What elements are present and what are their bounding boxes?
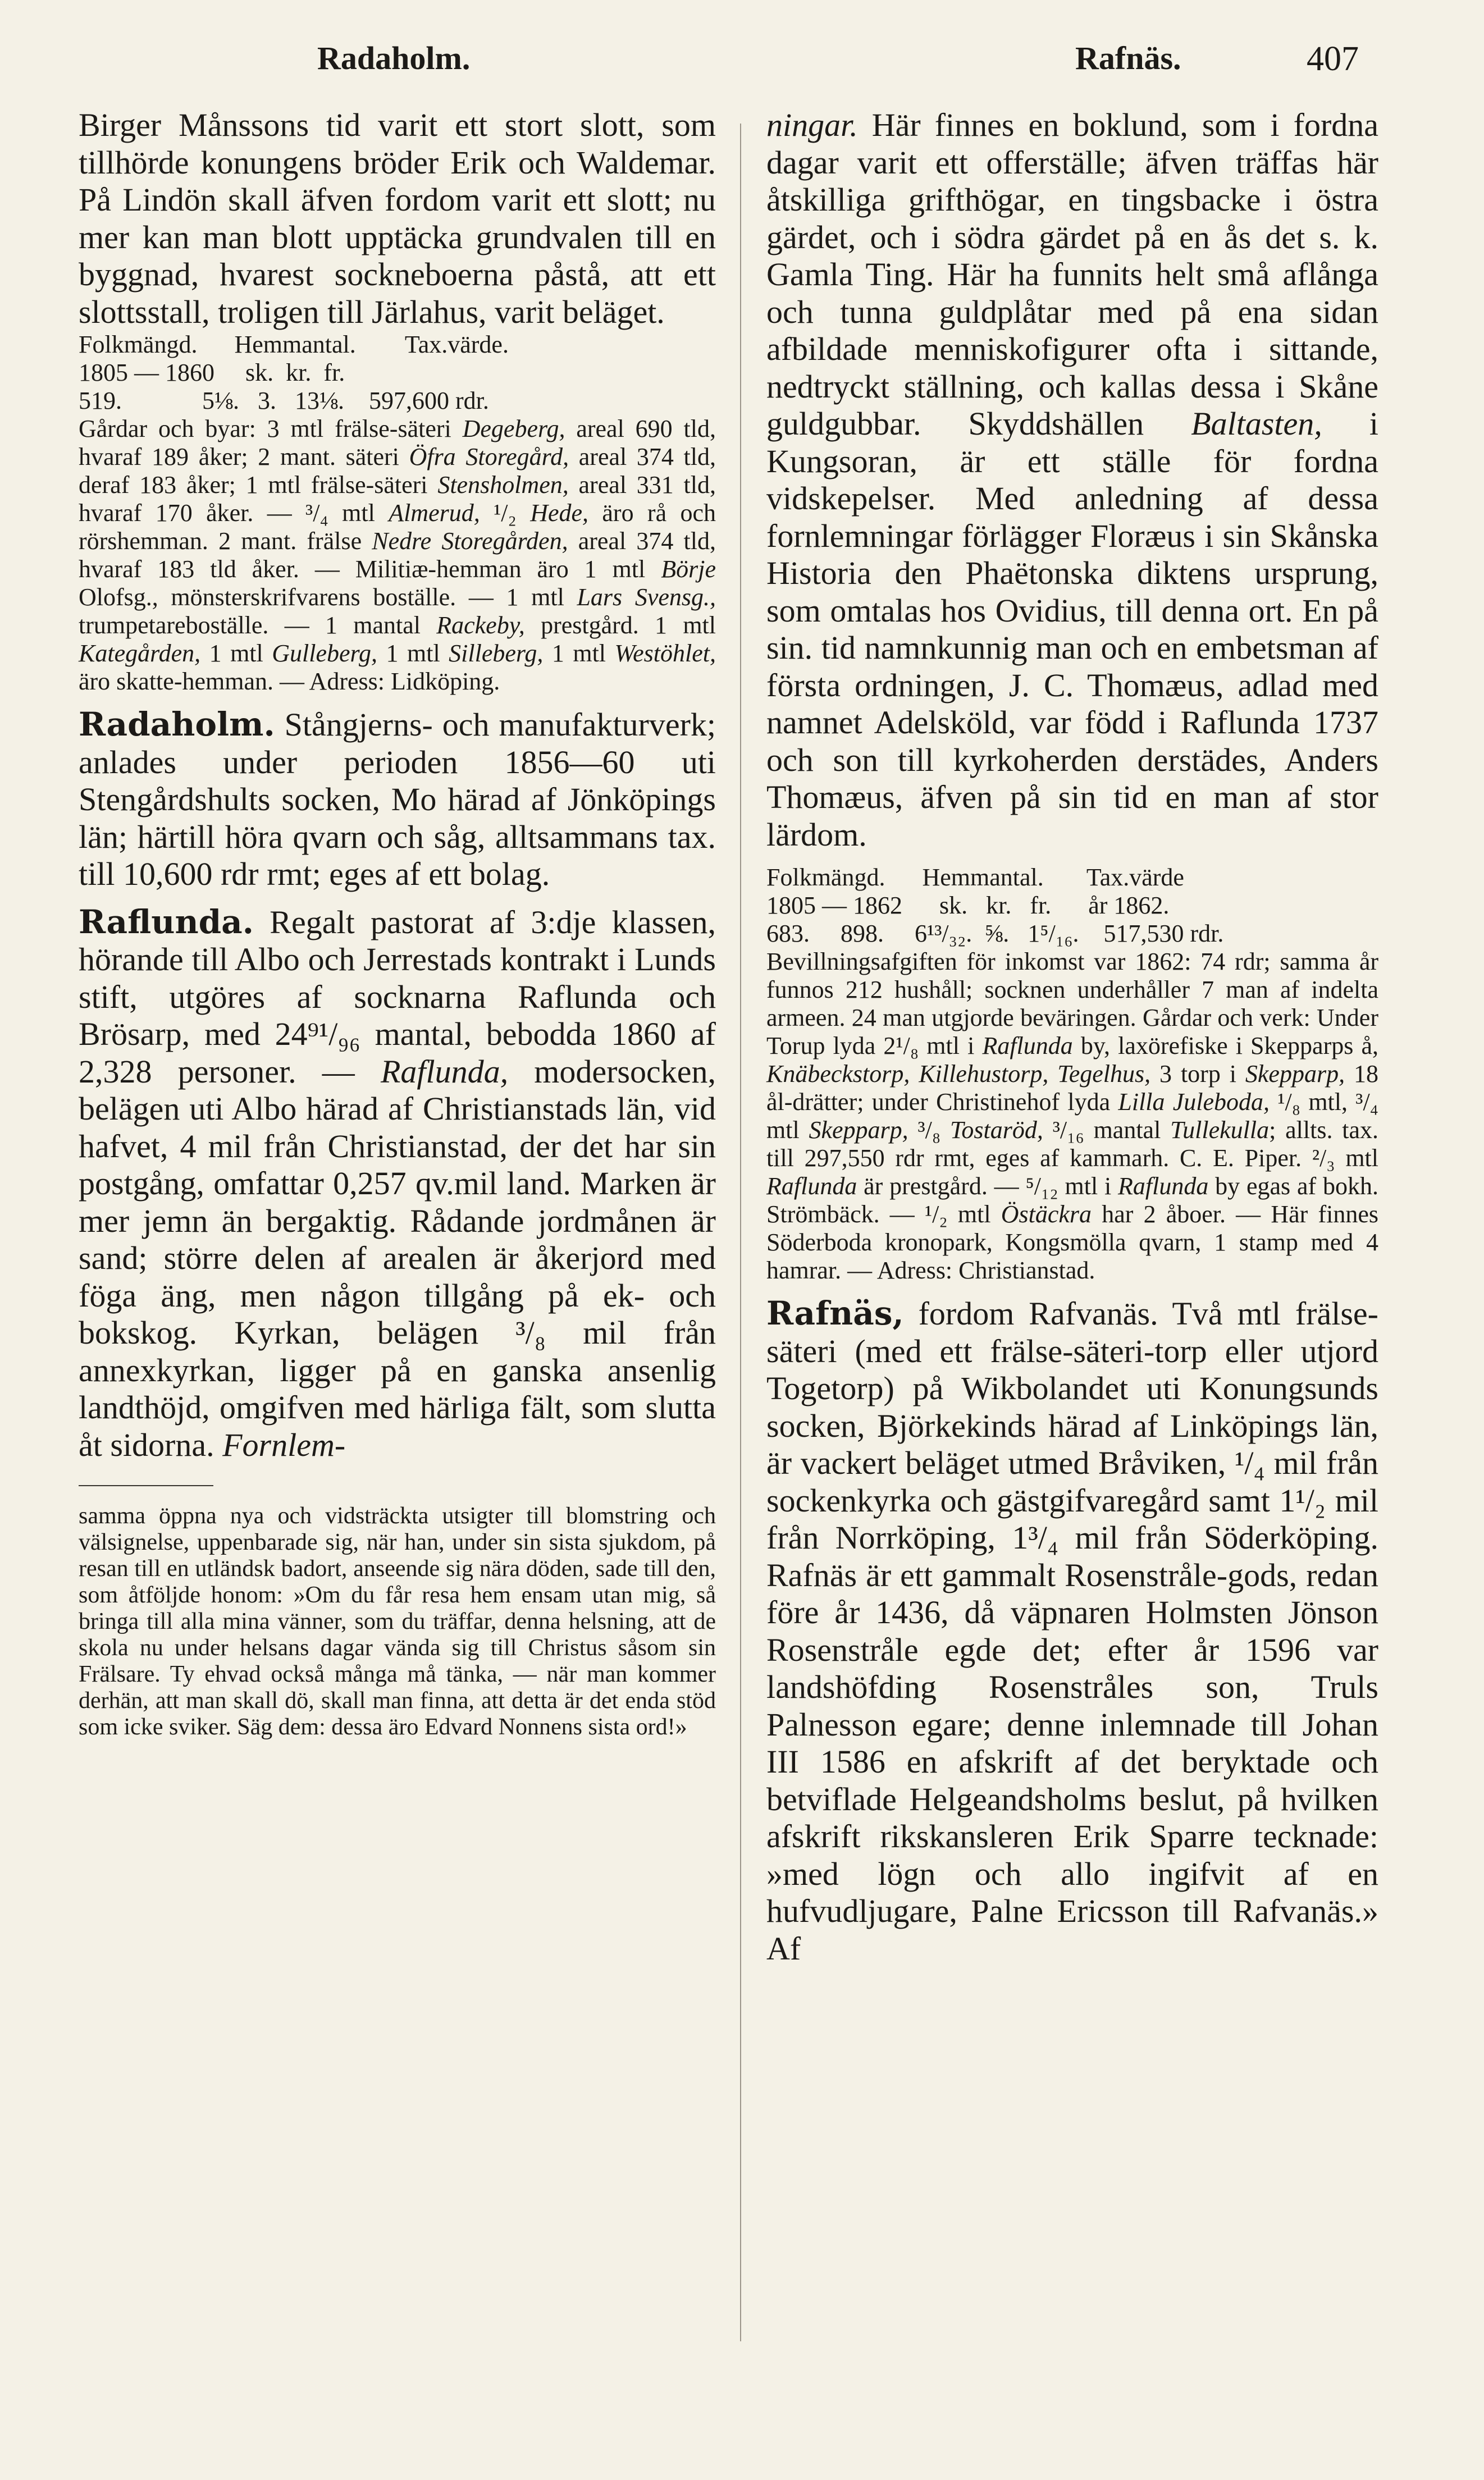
place-name: Almerud, — [389, 499, 480, 527]
text-run: 1 mtl — [377, 640, 449, 667]
entry-text: modersocken, belägen uti Albo härad af Christianstads län, vid hafvet, 4 mil från Christianstad, der det har sin postgång, omfattar 0,257 qv.mil land. Marken är mer jemn än bergaktig. Rådande jordmånen är sand; större delen af arealen är åkerjord med föga äng, men någon tillgång på ek- och bokskog. Kyrkan, belägen ³/₈ mil från annexkyrkan, ligger på en ganska ansenlig landthöjd, omgifven med härliga fält, som slutta åt sidorna. — [79, 1053, 716, 1463]
place-name: Tostaröd, — [950, 1116, 1043, 1144]
place-name: Tullekulla — [1170, 1116, 1270, 1144]
text-run: ³/₈ — [908, 1116, 950, 1144]
place-name: Raflunda — [982, 1032, 1073, 1059]
radaholm-entry — [79, 706, 716, 893]
italic-text: ningar. — [766, 107, 858, 143]
entry-text: Stångjerns- och manufakturverk; anlades under perioden 1856—60 uti Stengårdshults socken, Mo härad af Jönköpings län; härtill höra qvarn och såg, alltsammans tax. till 10,600 rdr rmt; eges af ett bolag. — [79, 706, 716, 892]
rafnas-entry — [766, 1295, 1378, 1967]
text-run: äro skatte-hemman. — Adress: Lidköping. — [79, 668, 500, 695]
place-name: Lars Svensg., — [577, 583, 716, 611]
place-name: Westöhlet, — [614, 640, 716, 667]
entry-heading: Radaholm. — [79, 705, 275, 743]
place-name: Lilla Juleboda, — [1118, 1088, 1270, 1116]
place-name: Rackeby, — [436, 611, 525, 639]
text-run: ³/₁₆ mantal — [1043, 1116, 1171, 1144]
place-name: Öfra Storegård, — [409, 443, 569, 471]
text-run: 1 mtl — [200, 640, 272, 667]
column-divider — [740, 124, 741, 2341]
left-column — [79, 107, 716, 1741]
statistics-table: Folkmängd. Hemmantal. Tax.värde. 1805 — 1860 sk. kr. fr. 519. 5⅛. 3. 13⅛. 597,600 rdr. — [79, 331, 509, 414]
text-run: 18 ål-drätter; under Christinehof lyda — [766, 1060, 1378, 1116]
text-run: 3 torp i — [1150, 1060, 1245, 1088]
intro-paragraph: Birger Månssons tid varit ett stort slott, som tillhörde konungens bröder Erik och Waldemar. På Lindön skall äfven fordom varit ett slott; nu mer kan man blott upptäcka grundvalen till en byggnad, hvarest sockneboerna påstå, att ett slottsstall, troligen till Järlahus, varit beläget. — [79, 107, 716, 330]
text-run: trumpetareboställe. — 1 mantal — [79, 611, 437, 639]
entry-text: fordom Rafvanäs. Två mtl frälse-säteri (med ett frälse-säteri-torp eller utjord Togetorp) på Wikbolandet uti Konungsunds socken, Björkekinds härad af Linköpings län, är vackert beläget utmed Bråviken, ¹/₄ mil från sockenkyrka och gästgifvaregård samt 1¹/₂ mil från Norrköping, 1³/₄ mil från Söderköping. Rafnäs är ett gammalt Rosenstråle-gods, redan före år 1436, då väpnaren Holmsten Jönson Rosenstråle egde det; efter år 1596 var landshöfding Rosenstråles son, Truls Palnesson egare; denne inlemnade till Johan III 1586 en afskrift af det beryktade och betviflade Helgeandsholms beslut, på hvilken afskrift rikskansleren Erik Sparre tecknade: »med lögn och allo ingifvit af en hufvudljugare, Palne Ericsson till Rafvanäs.» Af — [766, 1295, 1378, 1967]
raflunda-continued — [766, 107, 1378, 853]
entry-heading: Rafnäs, — [766, 1294, 904, 1332]
text-run: by, laxörefiske i Skepparps å, — [1072, 1032, 1378, 1059]
estates-paragraph — [79, 415, 716, 696]
raflunda-details — [766, 948, 1378, 1285]
footnote-rule — [79, 1485, 213, 1486]
text-run: Bevillningsafgiften för inkomst var 1862: 74 rdr; samma år funnos 212 hushåll; socknen underhåller 7 man af indelta armeen. 24 man utgjorde beväringen. Gårdar och verk: Under Torup lyda 2¹/₈ mtl i — [766, 948, 1378, 1059]
entry-heading: Raflunda. — [79, 902, 254, 941]
place-name: Kategården, — [79, 640, 201, 667]
statistics-table: Folkmängd. Hemmantal. Tax.värde 1805 — 1862 sk. kr. fr. år 1862. 683. 898. 6¹³/₃₂. ⅝. 1⁵/₁₆. 517,530 rdr. — [766, 864, 1224, 947]
place-name: Degeberg, — [462, 415, 565, 442]
entry-text: Här finnes en boklund, som i fordna dagar varit ett offerställe; äfven träffas här åtskilliga grifthögar, en tingsbacke i östra gärdet, och i södra gärdet på en ås det s. k. Gamla Ting. Här ha funnits helt små aflånga och tunna guldplåtar med på ena sidan afbildade menniskofigurer ofta i sittande, nedtryckt ställning, och kallas dessa i Skåne guldgubbar. Skyddshällen — [766, 107, 1378, 442]
text-run: ¹/₈ mtl, ³/₄ mtl — [766, 1088, 1379, 1144]
text-run: äro rå och rörshemman. 2 mant. frälse — [79, 499, 716, 555]
text-run: är prestgård. — ⁵/₁₂ mtl i — [857, 1172, 1118, 1200]
running-head-right: Rafnäs. — [1075, 40, 1181, 76]
place-name: Silleberg, — [449, 640, 544, 667]
text-run: areal 690 tld, hvaraf 189 åker; 2 mant. säteri — [79, 415, 716, 471]
place-name: Baltasten, — [1191, 405, 1322, 442]
place-name: Nedre Storegården, — [372, 527, 568, 555]
text-run: ¹/₂ — [480, 499, 531, 527]
place-name: Östäckra — [1001, 1200, 1092, 1228]
place-name: Raflunda, — [380, 1053, 509, 1090]
place-name: Börje — [661, 555, 716, 583]
raflunda-entry — [79, 903, 716, 1464]
text-run: areal 374 tld, hvaraf 183 tld åker. — Militiæ-hemman äro 1 mtl — [79, 527, 716, 583]
place-name: Raflunda — [1118, 1172, 1209, 1200]
text-run: Gårdar och byar: 3 mtl frälse-säteri — [79, 415, 463, 442]
place-name: Knäbeckstorp, Killehustorp, Tegelhus, — [766, 1060, 1151, 1088]
entry-text: i Kungsoran, är ett ställe för fordna vidskepelser. Med anledning af dessa fornlemningar förlägger Floræus i sin Skånska Historia den Phaëtonska diktens ursprung, som omtalas hos Ovidius, till denna ort. En på sin. tid namnkunnig man och en embetsman af första ordningen, J. C. Thomæus, adlad med namnet Adelsköld, var född i Raflunda 1737 och son till kyrkoherden derstädes, Anders Thomæus, äfven på sin tid en man af stor lärdom. — [766, 405, 1378, 853]
text-run: 1 mtl — [543, 640, 615, 667]
text-run: Olofsg., mönsterskrifvarens boställe. — 1 mtl — [79, 583, 577, 611]
place-name: Raflunda — [766, 1172, 857, 1200]
italic-text: Fornlem- — [222, 1426, 346, 1463]
text-run: har 2 åboer. — Här finnes Söderboda kronopark, Kongsmölla qvarn, 1 stamp med 4 hamrar. — Adress: Christianstad. — [766, 1200, 1379, 1284]
right-column — [766, 107, 1378, 1967]
text-run: areal 374 tld, deraf 183 åker; 1 mtl frälse-säteri — [79, 443, 716, 499]
page-number: 407 — [1307, 40, 1359, 78]
footnote: samma öppna nya och vidsträckta utsigter till blomstring och välsignelse, uppenbarade sig, när han, under sin sista sjukdom, på resan till en utländsk badort, anseende sig nära döden, sade till den, som åtföljde honom: »Om du får resa hem ensam utan mig, så bringa till alla mina vänner, som du träffar, denna helsning, att de skola nu under helsans dagar vända sig till Christus såsom sin Frälsare. Ty ehvad också många må tänka, — när man kommer derhän, att man skall dö, skall man finna, att detta är det enda stöd som icke sviker. Säg dem: dessa äro Edvard Nonnens sista ord!» — [79, 1503, 716, 1740]
text-run: prestgård. 1 mtl — [524, 611, 716, 639]
place-name: Hede, — [530, 499, 589, 527]
place-name: Gulleberg, — [272, 640, 378, 667]
entry-text: Regalt pastorat af 3:dje klassen, hörande till Albo och Jerrestads kontrakt i Lunds stift, utgöres af socknarna Raflunda och Brösarp, med 24⁹¹/₉₆ mantal, bebodda 1860 af 2,328 personer. — — [79, 903, 716, 1090]
place-name: Stensholmen, — [437, 471, 569, 499]
text-run: ; allts. tax. till 297,550 rdr rmt, eges af kammarh. C. E. Piper. ²/₃ mtl — [766, 1116, 1378, 1172]
place-name: Skepparp, — [1245, 1060, 1345, 1088]
running-head-left: Radaholm. — [317, 40, 471, 76]
text-run: areal 331 tld, hvaraf 170 åker. — ³/₄ mtl — [79, 471, 716, 527]
place-name: Skepparp, — [809, 1116, 908, 1144]
page-header — [79, 39, 1359, 95]
text-run: by egas af bokh. Strömbäck. — ¹/₂ mtl — [766, 1172, 1378, 1228]
